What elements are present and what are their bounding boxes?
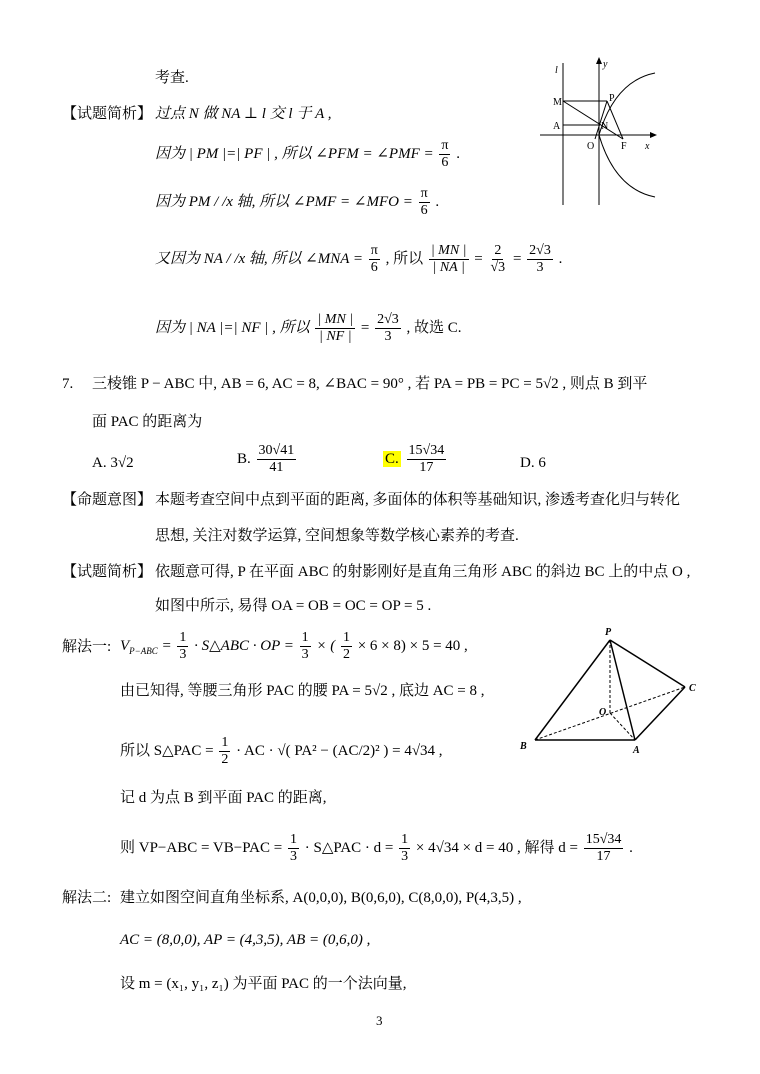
text-line: 设 m = (x₁, y₁, z₁) 为平面 PAC 的一个法向量,: [120, 976, 407, 992]
label-a: A: [633, 745, 640, 755]
method-label: 解法二:: [62, 890, 112, 906]
fraction: $\frac{\pi}{6}$: [441, 138, 449, 170]
question-number: 7.: [62, 376, 74, 392]
parabola-figure: [535, 55, 665, 210]
label-a: A: [553, 121, 561, 132]
edge-pa: [610, 640, 635, 740]
segment-mf: [563, 101, 623, 139]
formula-line: 因为 | NA |=| NF | , 所以 $\frac{| MN |}{| NF |}$ = $\frac{2√3}{3}$ , 故选 C.: [155, 312, 462, 344]
formula-line: 又因为 NA / /x 轴, 所以 ∠MNA = $\frac{\pi}{6}$ , 所以 $\frac{| MN |}{| NA |}$ = $\frac{2}{√3}$ = $\frac{2√3}{3}$ .: [155, 243, 563, 275]
text-line: 建立如图空间直角坐标系, A(0,0,0), B(0,6,0), C(8,0,0), P(4,3,5) ,: [120, 890, 522, 906]
label-n: N: [601, 121, 609, 132]
text-line: 考查.: [155, 70, 189, 86]
formula-line: 所以 S△PAC = $\frac{1}{2}$ · AC · √( PA² − (AC/2)² ) = 4√34 ,: [120, 735, 443, 767]
text-line: 本题考查空间中点到平面的距离, 多面体的体积等基础知识, 渗透考查化归与转化: [155, 492, 681, 508]
text-line: 思想, 关注对数学运算, 空间想象等数学核心素养的考查.: [155, 528, 519, 544]
pyramid-figure: [515, 625, 705, 755]
text-line: 如图中所示, 易得 OA = OB = OC = OP = 5 .: [155, 598, 432, 614]
label-b: B: [520, 741, 527, 752]
text-line: 过点 N 做 NA ⊥ l 交 l 于 A ,: [155, 106, 332, 122]
label-o: O: [599, 707, 607, 718]
label-x: x: [645, 141, 650, 152]
formula-line: 则 VP−ABC = VB−PAC = $\frac{1}{3}$ · S△PAC · d = $\frac{1}{3}$ × 4√34 × d = 40 , 解得 d = $\frac{15√34}{17}$ .: [120, 832, 633, 864]
fraction: $\frac{\pi}{6}$: [420, 186, 428, 218]
label-f: F: [621, 141, 627, 152]
edge-pb: [535, 640, 610, 740]
edge-ac: [635, 687, 685, 740]
label-c: C: [689, 683, 696, 694]
section-tag: 【命题意图】: [62, 492, 153, 508]
option-a: A. 3√2: [92, 455, 134, 471]
option-d: D. 6: [520, 455, 546, 471]
text-line: 由已知得, 等腰三角形 PAC 的腰 PA = 5√2 , 底边 AC = 8 ,: [120, 683, 485, 699]
question-stem: 面 PAC 的距离为: [92, 414, 203, 430]
y-axis-arrow: [596, 57, 602, 64]
vector-line: AC = (8,0,0), AP = (4,3,5), AB = (0,6,0) ,: [120, 932, 371, 948]
label-o: O: [587, 141, 595, 152]
label-p: P: [609, 93, 615, 104]
method-label: 解法一:: [62, 639, 112, 655]
segment-pf: [607, 101, 623, 139]
label-l: l: [555, 65, 558, 76]
formula-line: 因为 PM / /x 轴, 所以 ∠PMF = ∠MFO = $\frac{\pi}{6}$ .: [155, 186, 440, 218]
highlight-mark: C.: [385, 450, 399, 467]
section-tag: 【试题简析】: [62, 564, 153, 580]
label-m: M: [553, 97, 562, 108]
formula-line: $V_{P-ABC}$ = $\frac{1}{3}$ · S△ABC · OP = $\frac{1}{3}$ × ( $\frac{1}{2}$ × 6 × 8) × 5 = 40 ,: [120, 630, 468, 662]
question-stem: 三棱锥 P − ABC 中, AB = 6, AC = 8, ∠BAC = 90° , 若 PA = PB = PC = 5√2 , 则点 B 到平: [92, 376, 648, 392]
edge-pc: [610, 640, 685, 687]
text-line: 记 d 为点 B 到平面 PAC 的距离,: [120, 790, 327, 806]
label-p: P: [605, 627, 612, 638]
label-y: y: [603, 59, 608, 70]
formula-line: 因为 | PM |=| PF | , 所以 ∠PFM = ∠PMF = $\frac{\pi}{6}$ .: [155, 138, 460, 170]
formula-text: 因为 PM / /x 轴, 所以 ∠PMF = ∠MFO =: [155, 193, 413, 210]
page-number: 3: [376, 1013, 383, 1028]
formula-text: 因为 | PM |=| PF | , 所以 ∠PFM = ∠PMF =: [155, 145, 434, 162]
option-b: B. $\frac{30√41}{41}$: [237, 443, 295, 475]
section-tag: 【试题简析】: [62, 106, 153, 122]
segment-po: [595, 101, 607, 139]
option-c: C. $\frac{15√34}{17}$: [385, 443, 445, 475]
x-axis-arrow: [650, 132, 657, 138]
text-line: 依题意可得, P 在平面 ABC 的射影刚好是直角三角形 ABC 的斜边 BC 上的中点 O ,: [155, 564, 691, 580]
